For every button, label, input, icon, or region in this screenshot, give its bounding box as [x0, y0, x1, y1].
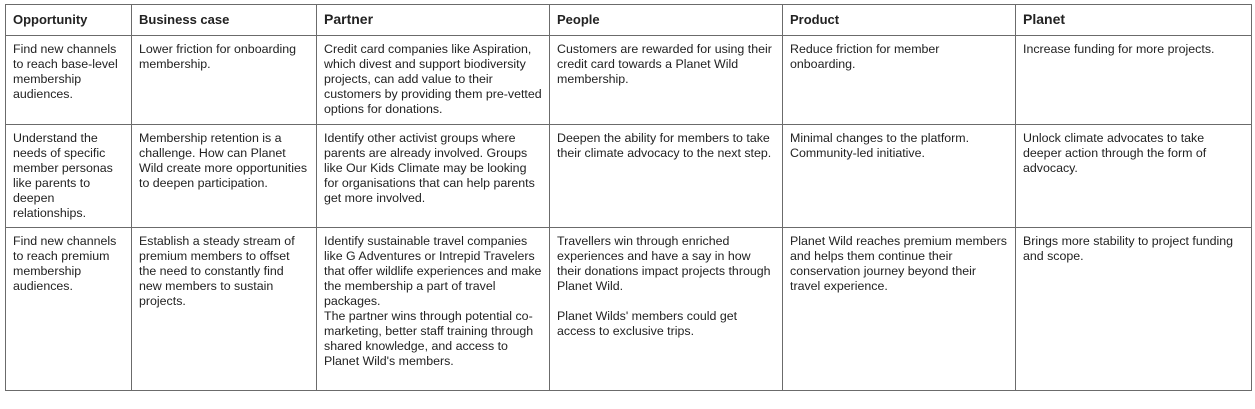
cell-planet: Increase funding for more projects. [1016, 36, 1252, 125]
table-row [6, 125, 1252, 228]
cell-product: Minimal changes to the platform. Community-led initiative. [783, 125, 1016, 228]
header-partner: Partner [317, 5, 550, 36]
opportunity-matrix-table [5, 4, 1252, 391]
cell-business-case: Establish a steady stream of premium members to offset the need to constantly find new members to sustain projects. [132, 228, 317, 391]
cell-opportunity: Find new channels to reach premium membership audiences. [6, 228, 132, 391]
cell-product: Planet Wild reaches premium members and helps them continue their conservation journey beyond their travel experience. [783, 228, 1016, 391]
header-product: Product [783, 5, 1016, 36]
cell-people: Travellers win through enriched experiences and have a say in how their donations impact projects through Planet Wild. Planet Wilds' members could get access to exclusive trips. [550, 228, 783, 391]
cell-planet: Brings more stability to project funding and scope. [1016, 228, 1252, 391]
header-people: People [550, 5, 783, 36]
cell-people: Customers are rewarded for using their credit card towards a Planet Wild membership. [550, 36, 783, 125]
cell-people: Deepen the ability for members to take their climate advocacy to the next step. [550, 125, 783, 228]
table-header-row [6, 5, 1252, 36]
cell-business-case: Lower friction for onboarding membership. [132, 36, 317, 125]
header-planet: Planet [1016, 5, 1252, 36]
table-row [6, 36, 1252, 125]
header-business-case: Business case [132, 5, 317, 36]
table-row [6, 228, 1252, 391]
cell-planet: Unlock climate advocates to take deeper action through the form of advocacy. [1016, 125, 1252, 228]
header-opportunity: Opportunity [6, 5, 132, 36]
cell-product: Reduce friction for member onboarding. [783, 36, 1016, 125]
cell-business-case: Membership retention is a challenge. How can Planet Wild create more opportunities to deepen participation. [132, 125, 317, 228]
cell-partner: Credit card companies like Aspiration, which divest and support biodiversity projects, can add value to their customers by providing them pre-vetted options for donations. [317, 36, 550, 125]
cell-partner: Identify other activist groups where parents are already involved. Groups like Our Kids Climate may be looking for organisations that can help parents get more involved. [317, 125, 550, 228]
cell-opportunity: Find new channels to reach base-level membership audiences. [6, 36, 132, 125]
cell-opportunity: Understand the needs of specific member personas like parents to deepen relationships. [6, 125, 132, 228]
cell-partner: Identify sustainable travel companies like G Adventures or Intrepid Travelers that offer wildlife experiences and make the membership a part of travel packages. The partner wins through potential co-marketing, better staff training through shared knowledge, and access to Planet Wild's members. [317, 228, 550, 391]
